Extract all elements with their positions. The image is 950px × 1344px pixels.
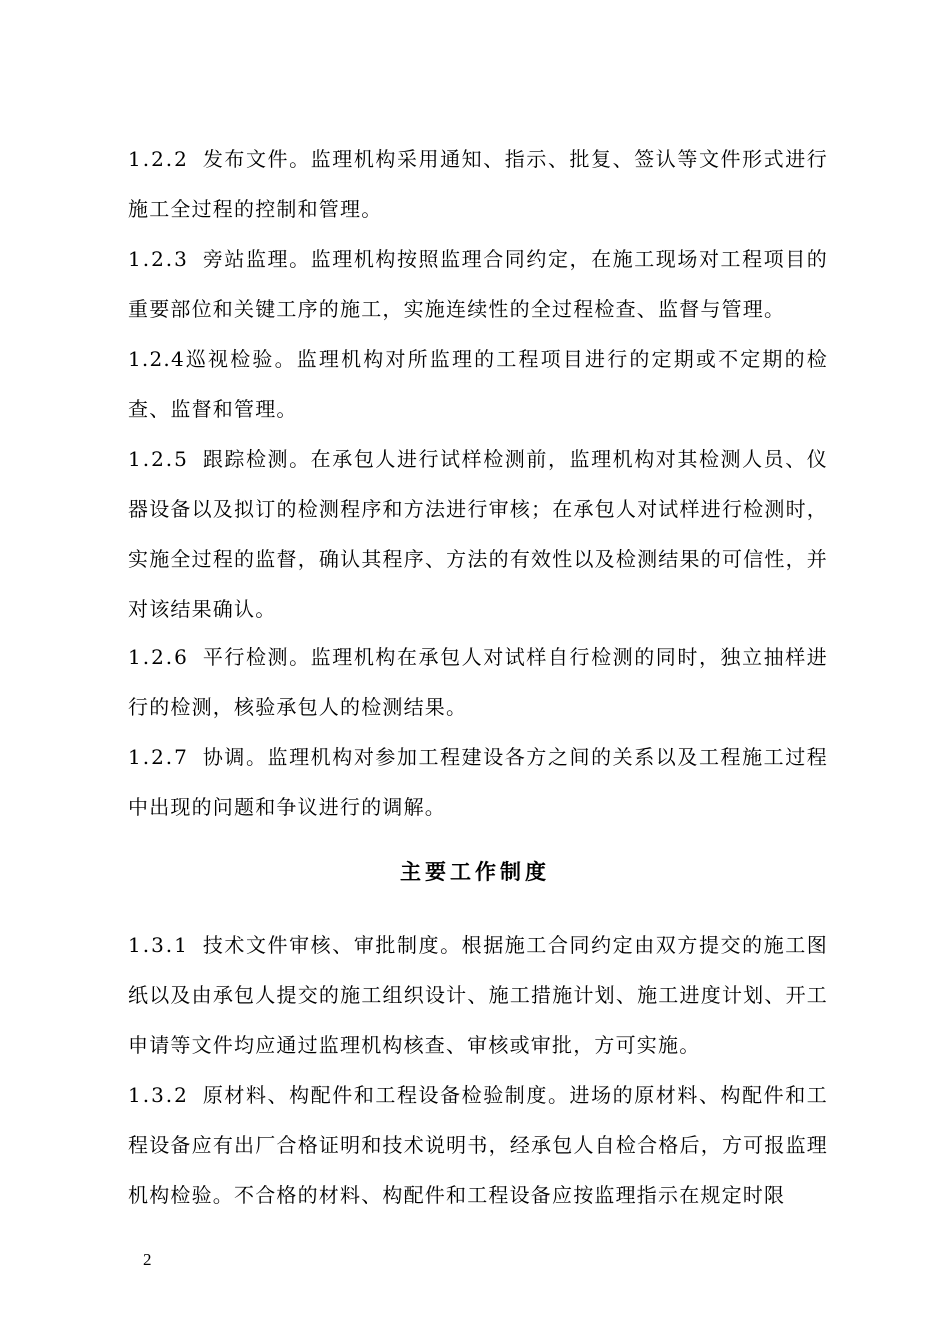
clause-number: 1.2.2 [128, 147, 189, 171]
clause-number: 1.2.7 [128, 745, 189, 769]
clause-number: 1.2.5 [128, 447, 189, 471]
paragraph-1-2-2 [128, 134, 828, 234]
clause-number: 1.2.3 [128, 247, 189, 271]
page-number: 2 [143, 1250, 152, 1269]
clause-number: 1.3.2 [128, 1083, 189, 1107]
clause-number: 1.3.1 [128, 933, 189, 957]
paragraph-1-2-5 [128, 434, 828, 634]
paragraph-1-3-1 [128, 920, 828, 1070]
clause-text: 原材料、构配件和工程设备检验制度。进场的原材料、构配件和工程设备应有出厂合格证明和技术说明书，经承包人自检合格后，方可报监理机构检验。不合格的材料、构配件和工程设备应按监理指示在规定时限 [128, 1083, 828, 1207]
clause-text: 协调。监理机构对参加工程建设各方之间的关系以及工程施工过程中出现的问题和争议进行的调解。 [128, 745, 828, 819]
paragraph-1-2-4 [128, 334, 828, 434]
clause-text: 巡视检验。监理机构对所监理的工程项目进行的定期或不定期的检查、监督和管理。 [128, 347, 828, 421]
clause-text: 跟踪检测。在承包人进行试样检测前，监理机构对其检测人员、仪器设备以及拟订的检测程序和方法进行审核；在承包人对试样进行检测时，实施全过程的监督，确认其程序、方法的有效性以及检测结果的可信性，并对该结果确认。 [128, 447, 828, 621]
clause-text: 旁站监理。监理机构按照监理合同约定，在施工现场对工程项目的重要部位和关键工序的施工，实施连续性的全过程检查、监督与管理。 [128, 247, 828, 321]
paragraph-1-2-7 [128, 732, 828, 832]
paragraph-1-2-6 [128, 632, 828, 732]
clause-text: 平行检测。监理机构在承包人对试样自行检测的同时，独立抽样进行的检测，核验承包人的检测结果。 [128, 645, 828, 719]
clause-text: 发布文件。监理机构采用通知、指示、批复、签认等文件形式进行施工全过程的控制和管理。 [128, 147, 828, 221]
paragraph-1-3-2 [128, 1070, 828, 1220]
clause-text: 技术文件审核、审批制度。根据施工合同约定由双方提交的施工图纸以及由承包人提交的施工组织设计、施工措施计划、施工进度计划、开工申请等文件均应通过监理机构核查、审核或审批，方可实施。 [128, 933, 828, 1057]
clause-number: 1.2.6 [128, 645, 189, 669]
paragraph-1-2-3 [128, 234, 828, 334]
section-title: 主要工作制度 [400, 860, 550, 884]
clause-number: 1.2.4 [128, 347, 185, 371]
